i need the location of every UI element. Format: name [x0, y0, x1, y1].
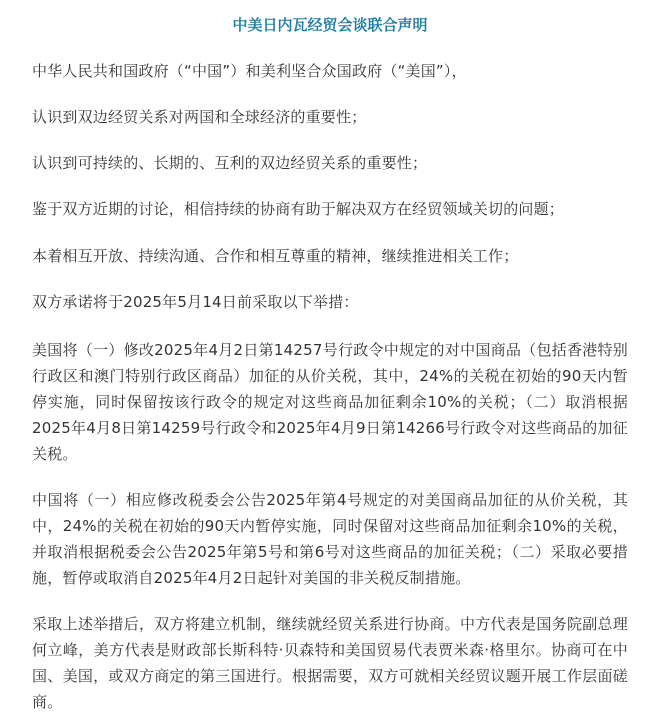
paragraph-us-measures: 美国将（一）修改2025年4月2日第14257号行政令中规定的对中国商品（包括香港特别行政区和澳门特别行政区商品）加征的从价关税，其中，24%的关税在初始的90天内暂停实施，同时保留按该行政令的规定对这些商品加征剩余10%的关税；（二）取消根据2025年4月8日第14259号行政令和2025年4月9日第14266号行政令对这些商品的加征关税。 — [32, 341, 628, 463]
paragraph-recent-discussions: 鉴于双方近期的讨论，相信持续的协商有助于解决双方在经贸领域关切的问题； — [32, 200, 565, 218]
paragraph-commitment: 双方承诺将于2025年5月14日前采取以下举措： — [32, 293, 359, 311]
statement-document — [32, 0, 628, 715]
paragraph-china-measures: 中国将（一）相应修改税委会公告2025年第4号规定的对美国商品加征的从价关税，其中，24%的关税在初始的90天内暂停实施，同时保留对这些商品加征剩余10%的关税，并取消根据税委会公告2025年第5号和第6号对这些商品的加征关税；（二）采取必要措施，暂停或取消自2025年4月2日起针对美国的非关税反制措施。 — [32, 491, 628, 587]
paragraph-spirit: 本着相互开放、持续沟通、合作和相互尊重的精神，继续推进相关工作； — [32, 247, 519, 265]
paragraph-mechanism: 采取上述举措后，双方将建立机制，继续就经贸关系进行协商。中方代表是国务院副总理何立峰，美方代表是财政部长斯科特·贝森特和美国贸易代表贾米森·格里尔。协商可在中国、美国，或双方商定的第三国进行。根据需要，双方可就相关经贸议题开展工作层面磋商。 — [32, 615, 628, 711]
paragraph-recognition-importance: 认识到双边经贸关系对两国和全球经济的重要性； — [32, 108, 367, 126]
paragraph-recognition-sustainable: 认识到可持续的、长期的、互利的双边经贸关系的重要性； — [32, 154, 428, 172]
document-title: 中美日内瓦经贸会谈联合声明 — [232, 16, 428, 34]
paragraph-parties: 中华人民共和国政府（“中国”）和美利坚合众国政府（“美国”）， — [32, 62, 467, 80]
